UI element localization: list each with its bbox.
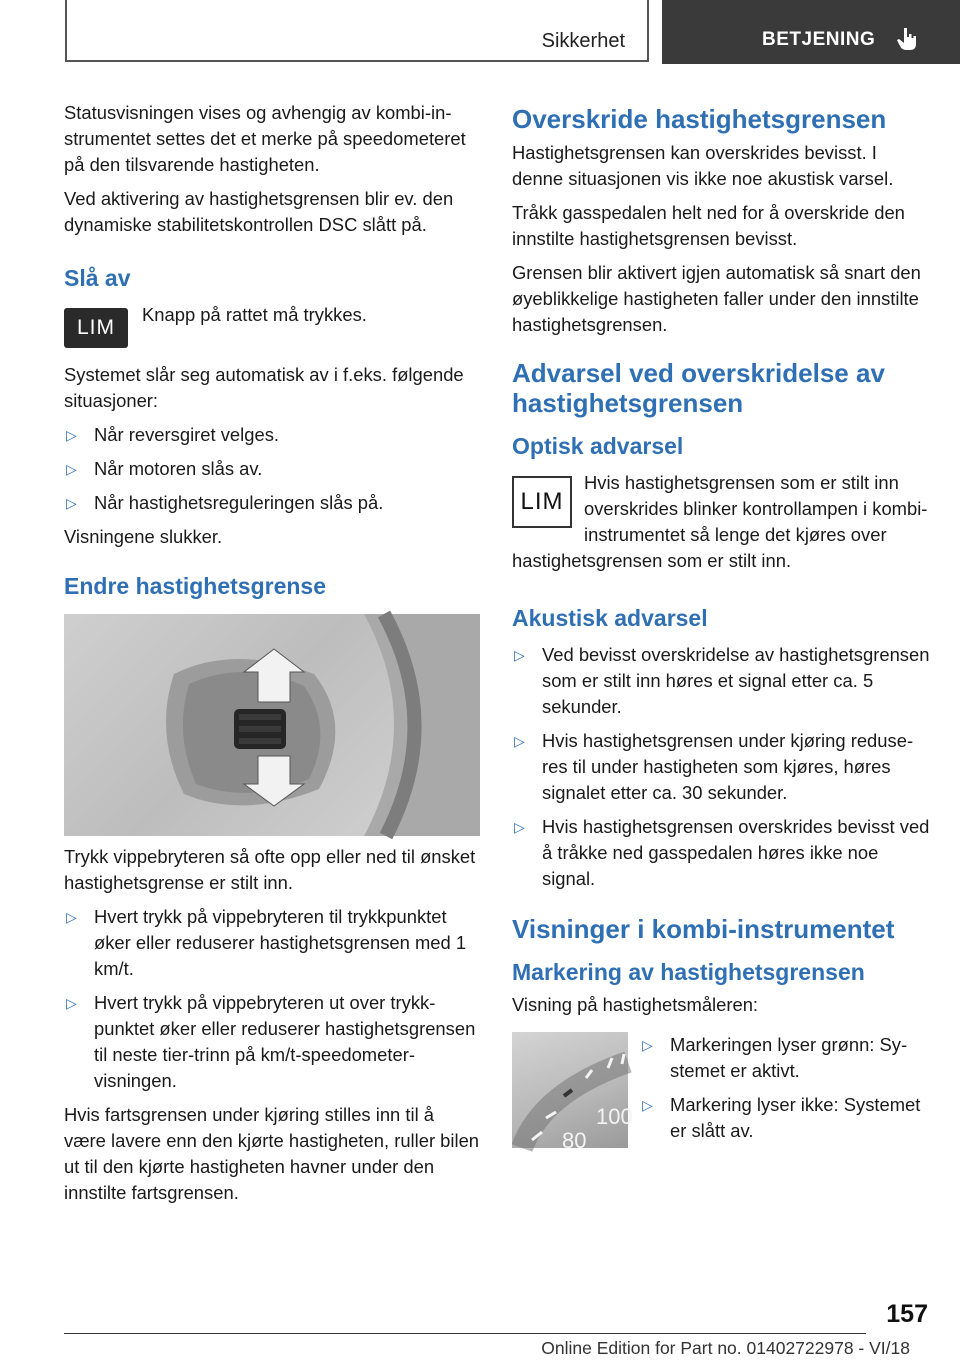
lim-button-row xyxy=(64,302,480,348)
paragraph: Trykk vippebryteren så ofte opp eller ned til ønsket hastighetsgrense er stilt inn. xyxy=(64,846,476,893)
list-item-text: Når hastighetsreguleringen slås på. xyxy=(94,492,384,513)
gauge-label-100: 100 xyxy=(596,1104,633,1129)
list-item-text: Hvert trykk på vippebryteren til trykkpunktet øker eller reduserer hastighetsgrensen med 1 km/t. xyxy=(94,906,467,979)
heading-advarsel: Advarsel ved overskridelse av hastighetsgrensen xyxy=(512,358,885,418)
list-item-text: Hvert trykk på vippebryteren ut over trykkpunktet øker eller reduserer hastighetsgrensen til neste tier-trinn på km/t-speedometervisningen. xyxy=(94,992,476,1091)
speedometer-photo xyxy=(512,1032,633,1153)
paragraph: Hastighetsgrensen kan overskrides bevisst. I denne situasjonen vis ikke noe akustisk varsel. xyxy=(512,142,894,189)
triangle-bullet-icon: ▷ xyxy=(66,909,77,925)
paragraph: Hvis hastighetsgrensen som er stilt inn overskrides blinker kontrollampen i kombi-instrumentet så lenge det kjøres over hastighetsgrensen som er stilt inn. xyxy=(512,472,928,571)
list-item xyxy=(64,456,480,482)
triangle-bullet-icon: ▷ xyxy=(514,819,525,835)
triangle-bullet-icon: ▷ xyxy=(642,1097,653,1113)
list-item-text: Hvis hastighetsgrensen overskrides bevisst ved å tråkke ned gasspedalen høres ikke noe signal. xyxy=(542,816,930,889)
lim-indicator-icon: LIM xyxy=(512,476,572,528)
paragraph: Tråkk gasspedalen helt ned for å overskride den innstilte hastighetsgrensen bevisst. xyxy=(512,202,905,249)
list-item-text: Ved bevisst overskridelse av hastighetsgrensen som er stilt inn høres et signal etter ca. 5 sekunder. xyxy=(542,644,930,717)
page-header xyxy=(0,0,960,66)
list-item xyxy=(512,642,932,720)
chapter-title: BETJENING xyxy=(762,29,876,50)
right-column xyxy=(512,100,932,1152)
triangle-bullet-icon: ▷ xyxy=(514,647,525,663)
section-tab xyxy=(65,0,649,62)
steering-wheel-illustration xyxy=(64,614,480,836)
change-limit-list xyxy=(64,904,480,1094)
acoustic-warning-list xyxy=(512,642,932,892)
list-item xyxy=(64,490,480,516)
paragraph: Systemet slår seg automatisk av i f.eks. følgende situasjoner: xyxy=(64,364,464,411)
list-item-text: Når motoren slås av. xyxy=(94,458,263,479)
heading-endre-hastighetsgrense: Endre hastighetsgrense xyxy=(64,573,327,599)
triangle-bullet-icon: ▷ xyxy=(66,495,77,511)
triangle-bullet-icon: ▷ xyxy=(514,733,525,749)
off-situations-list xyxy=(64,422,480,516)
list-item-text: Markering lyser ikke: Systemet er slått av. xyxy=(670,1094,921,1141)
list-item xyxy=(640,1092,932,1144)
speedometer-illustration xyxy=(512,1032,633,1153)
paragraph: Statusvisningen vises og avhengig av kombi-instrumentet settes det et merke på speedometeret på den tilsvarende hastigheten. xyxy=(64,102,466,175)
pointing-hand-icon xyxy=(896,26,918,52)
heading-akustisk-advarsel: Akustisk advarsel xyxy=(512,605,708,631)
list-item-text: Markeringen lyser grønn: Systemet er aktivt. xyxy=(670,1034,908,1081)
marking-list xyxy=(640,1032,932,1152)
paragraph: Visning på hastighetsmåleren: xyxy=(512,994,759,1015)
heading-optisk-advarsel: Optisk advarsel xyxy=(512,433,684,459)
lim-button-icon: LIM xyxy=(64,308,128,348)
triangle-bullet-icon: ▷ xyxy=(642,1037,653,1053)
triangle-bullet-icon: ▷ xyxy=(66,461,77,477)
edition-footer: Online Edition for Part no. 01402722978 - VI/18 xyxy=(541,1338,910,1358)
triangle-bullet-icon: ▷ xyxy=(66,427,77,443)
list-item-text: Hvis hastighetsgrensen under kjøring reduseres til under hastigheten som kjøres, høres signalet etter ca. 30 sekunder. xyxy=(542,730,914,803)
speedometer-block xyxy=(512,1032,932,1152)
page-number: 157 xyxy=(886,1300,928,1328)
paragraph: Knapp på rattet må trykkes. xyxy=(142,304,367,325)
list-item xyxy=(64,904,480,982)
list-item xyxy=(512,814,932,892)
optical-warning-block xyxy=(512,470,932,582)
paragraph: Visningene slukker. xyxy=(64,526,223,547)
triangle-bullet-icon: ▷ xyxy=(66,995,77,1011)
steering-wheel-rocker-photo xyxy=(64,614,480,836)
paragraph: Grensen blir aktivert igjen automatisk så snart den øyeblikkelige hastigheten faller under den innstilte hastighetsgrensen. xyxy=(512,262,921,335)
heading-markering: Markering av hastighetsgrensen xyxy=(512,959,865,985)
section-title: Sikkerhet xyxy=(541,30,625,52)
list-item-text: Når reversgiret velges. xyxy=(94,424,279,445)
list-item xyxy=(64,990,480,1094)
list-item xyxy=(64,422,480,448)
gauge-label-80: 80 xyxy=(562,1128,587,1153)
heading-visninger: Visninger i kombi-instrumentet xyxy=(512,914,895,944)
paragraph: Ved aktivering av hastighetsgrensen blir ev. den dynamiske stabilitetskontrollen DSC slått på. xyxy=(64,188,454,235)
heading-overskride: Overskride hastighetsgrensen xyxy=(512,104,887,134)
paragraph: Hvis fartsgrensen under kjøring stilles inn til å være lavere enn den kjørte hastigheten, ruller bilen ut til den kjørte hastigheten havner under den innstilte fartsgrensen. xyxy=(64,1104,480,1203)
footer-divider xyxy=(64,1333,866,1334)
list-item xyxy=(512,728,932,806)
chapter-tab xyxy=(662,0,960,64)
left-column xyxy=(64,100,480,1214)
heading-slaa-av: Slå av xyxy=(64,265,131,291)
list-item xyxy=(640,1032,932,1084)
